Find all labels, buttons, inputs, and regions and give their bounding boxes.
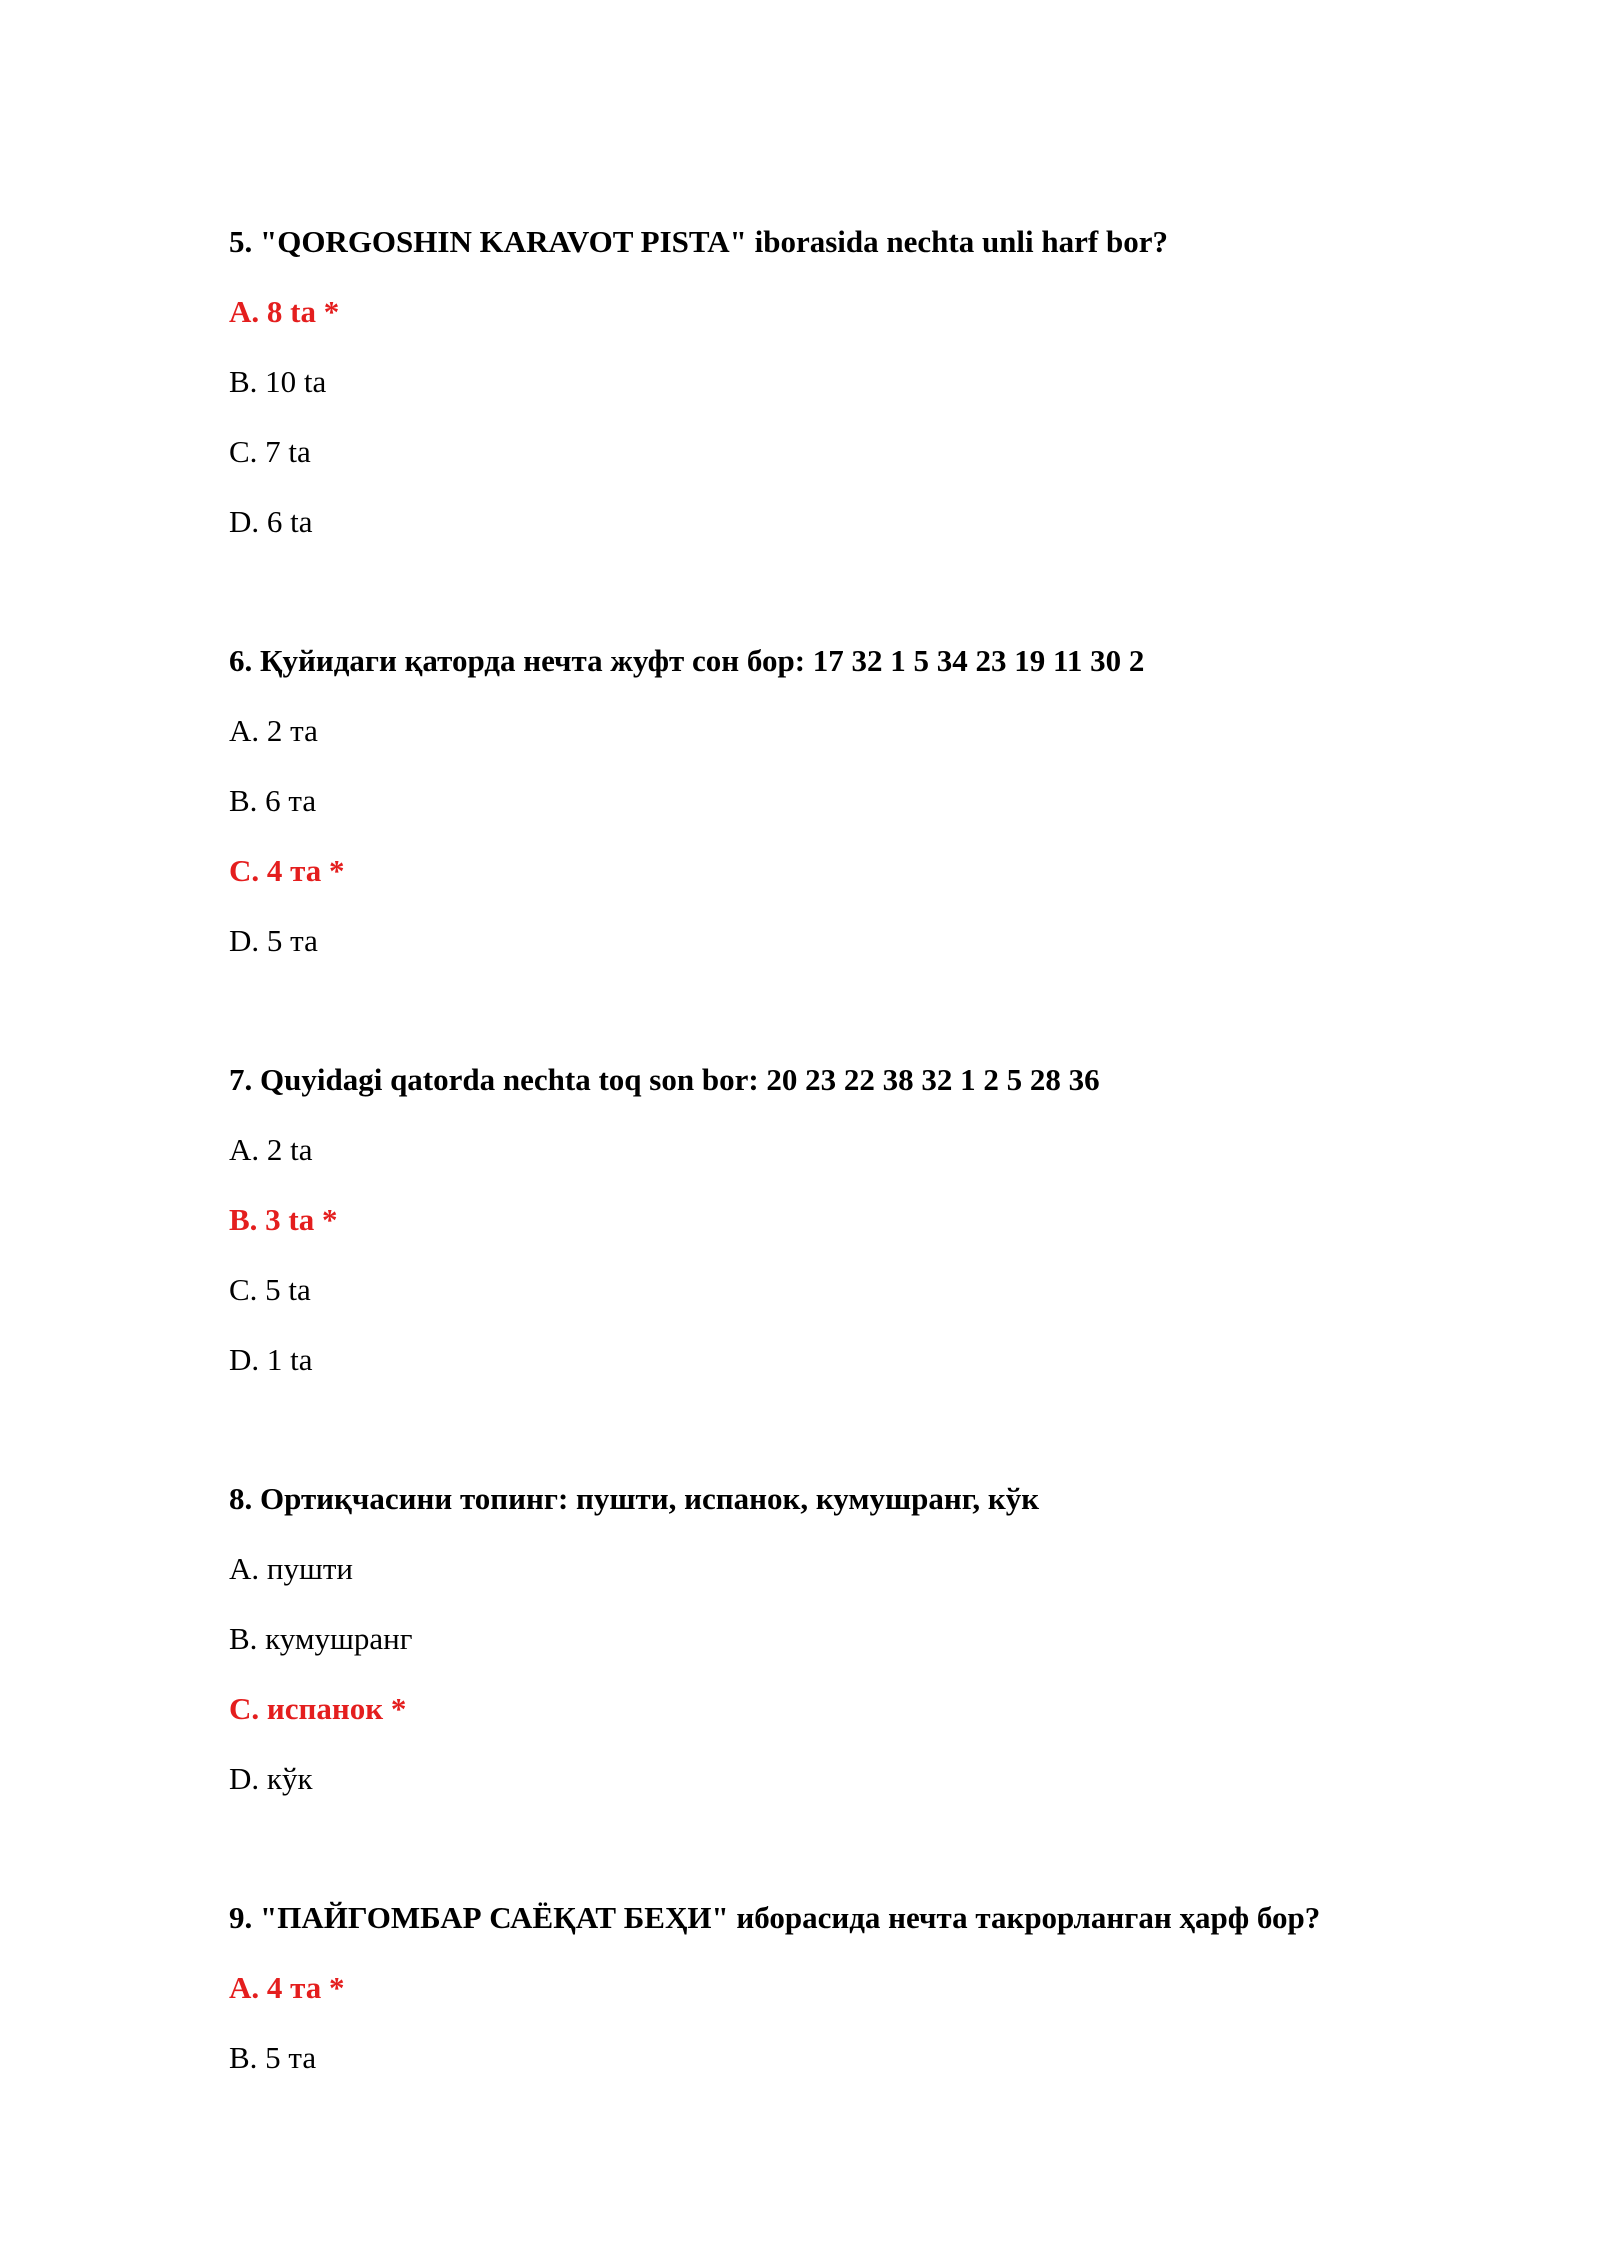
- question-5: [229, 224, 1529, 540]
- option-a: A. 2 та: [229, 713, 318, 748]
- question-6: [229, 643, 1529, 959]
- option-d: D. 5 та: [229, 923, 318, 958]
- option-a: A. 2 ta: [229, 1132, 313, 1167]
- option-c: C. 4 та *: [229, 853, 345, 888]
- option-a: A. пушти: [229, 1551, 353, 1586]
- option-a: A. 4 та *: [229, 1970, 345, 2005]
- option-d: D. 6 ta: [229, 504, 313, 539]
- question-text: 6. Қуйидаги қаторда нечта жуфт сон бор: 17 32 1 5 34 23 19 11 30 2: [229, 643, 1145, 678]
- option-d: D. 1 ta: [229, 1342, 313, 1377]
- question-text: 5. "QORGOSHIN KARAVOT PISTA" iborasida nechta unli harf bor?: [229, 224, 1168, 259]
- option-b: B. кумушранг: [229, 1621, 413, 1656]
- option-d: D. кўк: [229, 1761, 313, 1796]
- question-text: 9. "ПАЙГОМБАР САЁҚАТ БЕҲИ" иборасида нечта такрорланган ҳарф бор?: [229, 1900, 1321, 1935]
- option-c: C. 7 ta: [229, 434, 311, 469]
- option-b: B. 5 та: [229, 2040, 317, 2075]
- option-b: B. 3 ta *: [229, 1202, 338, 1237]
- option-a: A. 8 ta *: [229, 294, 340, 329]
- question-9: [229, 1900, 1529, 2076]
- option-c: C. 5 ta: [229, 1272, 311, 1307]
- option-c: C. испанок *: [229, 1691, 407, 1726]
- option-b: B. 10 ta: [229, 364, 327, 399]
- question-text: 7. Quyidagi qatorda nechta toq son bor: 20 23 22 38 32 1 2 5 28 36: [229, 1062, 1100, 1097]
- question-text: 8. Ортиқчасини топинг: пушти, испанок, кумушранг, кўк: [229, 1481, 1040, 1516]
- option-b: B. 6 та: [229, 783, 317, 818]
- question-7: [229, 1062, 1529, 1378]
- question-8: [229, 1481, 1529, 1797]
